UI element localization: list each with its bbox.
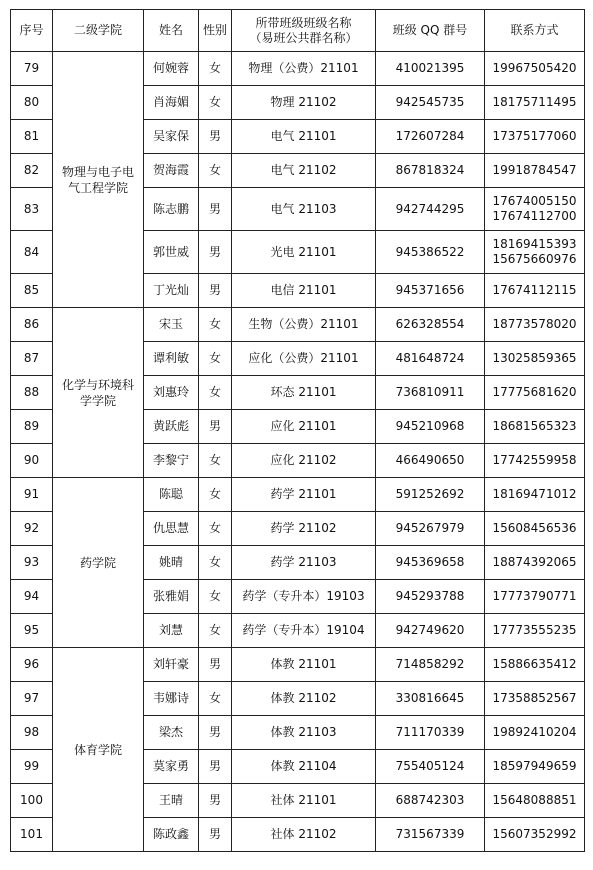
cell-qq: 945369658 (376, 546, 485, 580)
phone-number: 15608456536 (492, 521, 577, 535)
cell-gender: 女 (199, 52, 232, 86)
cell-name: 张雅娟 (144, 580, 199, 614)
cell-name: 王晴 (144, 784, 199, 818)
cell-seq: 88 (11, 376, 53, 410)
cell-qq: 945267979 (376, 512, 485, 546)
cell-gender: 男 (199, 274, 232, 308)
cell-name: 宋玉 (144, 308, 199, 342)
cell-qq: 942749620 (376, 614, 485, 648)
cell-contact (485, 512, 585, 546)
cell-qq: 688742303 (376, 784, 485, 818)
cell-seq: 92 (11, 512, 53, 546)
phone-number: 18175711495 (492, 95, 577, 109)
cell-seq: 80 (11, 86, 53, 120)
cell-contact (485, 376, 585, 410)
cell-gender: 男 (199, 648, 232, 682)
cell-qq: 736810911 (376, 376, 485, 410)
header-seq: 序号 (11, 10, 53, 52)
cell-gender: 女 (199, 376, 232, 410)
cell-class: 电信 21101 (232, 274, 376, 308)
cell-gender: 女 (199, 308, 232, 342)
cell-class: 药学（专升本）19103 (232, 580, 376, 614)
phone-number: 18597949659 (492, 759, 577, 773)
phone-number: 17773555235 (492, 623, 577, 637)
phone-number: 17358852567 (492, 691, 577, 705)
cell-class: 药学 21103 (232, 546, 376, 580)
cell-qq: 172607284 (376, 120, 485, 154)
cell-class: 应化（公费）21101 (232, 342, 376, 376)
cell-contact (485, 52, 585, 86)
cell-qq: 945293788 (376, 580, 485, 614)
cell-class: 体教 21102 (232, 682, 376, 716)
cell-seq: 83 (11, 188, 53, 231)
cell-name: 仇思慧 (144, 512, 199, 546)
cell-contact (485, 614, 585, 648)
cell-seq: 85 (11, 274, 53, 308)
phone-number: 18681565323 (492, 419, 577, 433)
cell-contact (485, 682, 585, 716)
cell-class: 物理 21102 (232, 86, 376, 120)
cell-contact (485, 154, 585, 188)
cell-college: 化学与环境科学学院 (53, 308, 144, 478)
cell-qq: 755405124 (376, 750, 485, 784)
header-class (232, 10, 376, 52)
header-contact: 联系方式 (485, 10, 585, 52)
counselor-roster-table (10, 9, 585, 852)
cell-name: 贺海霞 (144, 154, 199, 188)
phone-number: 18169471012 (492, 487, 577, 501)
cell-qq: 591252692 (376, 478, 485, 512)
cell-name: 韦娜诗 (144, 682, 199, 716)
cell-seq: 84 (11, 231, 53, 274)
cell-seq: 89 (11, 410, 53, 444)
cell-gender: 男 (199, 188, 232, 231)
phone-number: 17773790771 (492, 589, 577, 603)
cell-class: 应化 21102 (232, 444, 376, 478)
cell-seq: 87 (11, 342, 53, 376)
cell-college: 物理与电子电气工程学院 (53, 52, 144, 308)
cell-qq: 731567339 (376, 818, 485, 852)
phone-number: 13025859365 (492, 351, 577, 365)
header-gender: 性别 (199, 10, 232, 52)
cell-seq: 86 (11, 308, 53, 342)
phone-number: 19918784547 (492, 163, 577, 177)
cell-class: 药学 21102 (232, 512, 376, 546)
cell-seq: 95 (11, 614, 53, 648)
cell-seq: 99 (11, 750, 53, 784)
cell-seq: 81 (11, 120, 53, 154)
cell-seq: 100 (11, 784, 53, 818)
cell-gender: 男 (199, 410, 232, 444)
cell-name: 陈政鑫 (144, 818, 199, 852)
cell-name: 郭世威 (144, 231, 199, 274)
cell-class: 物理（公费）21101 (232, 52, 376, 86)
cell-seq: 101 (11, 818, 53, 852)
cell-class: 电气 21102 (232, 154, 376, 188)
cell-qq: 481648724 (376, 342, 485, 376)
cell-gender: 女 (199, 154, 232, 188)
cell-gender: 女 (199, 478, 232, 512)
cell-contact (485, 342, 585, 376)
table-row (11, 648, 585, 682)
cell-contact (485, 120, 585, 154)
cell-class: 生物（公费）21101 (232, 308, 376, 342)
phone-number: 19892410204 (492, 725, 577, 739)
header-qq: 班级 QQ 群号 (376, 10, 485, 52)
cell-seq: 82 (11, 154, 53, 188)
cell-qq: 626328554 (376, 308, 485, 342)
phone-number: 18773578020 (492, 317, 577, 331)
cell-gender: 女 (199, 512, 232, 546)
cell-contact (485, 274, 585, 308)
cell-contact (485, 231, 585, 274)
phone-number: 17775681620 (492, 385, 577, 399)
header-row (11, 10, 585, 52)
cell-class: 药学（专升本）19104 (232, 614, 376, 648)
cell-class: 环态 21101 (232, 376, 376, 410)
phone-number: 15648088851 (492, 793, 577, 807)
header-college: 二级学院 (53, 10, 144, 52)
table-row (11, 308, 585, 342)
cell-contact (485, 580, 585, 614)
cell-contact (485, 716, 585, 750)
cell-class: 社体 21101 (232, 784, 376, 818)
cell-college: 体育学院 (53, 648, 144, 852)
cell-contact (485, 648, 585, 682)
cell-class: 体教 21103 (232, 716, 376, 750)
cell-gender: 女 (199, 546, 232, 580)
cell-qq: 867818324 (376, 154, 485, 188)
cell-gender: 男 (199, 750, 232, 784)
cell-contact (485, 750, 585, 784)
cell-name: 莫家勇 (144, 750, 199, 784)
phone-number: 17674112700 (492, 209, 577, 223)
phone-number: 15886635412 (492, 657, 577, 671)
cell-name: 丁光灿 (144, 274, 199, 308)
cell-class: 电气 21101 (232, 120, 376, 154)
cell-contact (485, 188, 585, 231)
cell-qq: 330816645 (376, 682, 485, 716)
cell-name: 吴家保 (144, 120, 199, 154)
cell-gender: 女 (199, 682, 232, 716)
cell-qq: 945386522 (376, 231, 485, 274)
phone-number: 18169415393 (492, 237, 577, 251)
cell-name: 谭利敏 (144, 342, 199, 376)
cell-name: 何婉蓉 (144, 52, 199, 86)
cell-class: 应化 21101 (232, 410, 376, 444)
cell-gender: 女 (199, 342, 232, 376)
cell-class: 电气 21103 (232, 188, 376, 231)
cell-qq: 942744295 (376, 188, 485, 231)
phone-number: 19967505420 (492, 61, 577, 75)
header-name: 姓名 (144, 10, 199, 52)
header-class-line1: 所带班级班级名称 (255, 15, 352, 30)
cell-qq: 714858292 (376, 648, 485, 682)
cell-gender: 女 (199, 614, 232, 648)
phone-number: 17674005150 (492, 194, 577, 208)
cell-class: 社体 21102 (232, 818, 376, 852)
phone-number: 17674112115 (492, 283, 577, 297)
table-row (11, 52, 585, 86)
cell-name: 刘慧 (144, 614, 199, 648)
phone-number: 15675660976 (492, 252, 577, 266)
header-class-line2: （易班公共群名称） (249, 30, 358, 45)
cell-name: 刘轩豪 (144, 648, 199, 682)
cell-contact (485, 546, 585, 580)
cell-class: 药学 21101 (232, 478, 376, 512)
cell-qq: 711170339 (376, 716, 485, 750)
cell-gender: 男 (199, 716, 232, 750)
cell-seq: 79 (11, 52, 53, 86)
cell-contact (485, 86, 585, 120)
roster-body (11, 52, 585, 852)
cell-gender: 男 (199, 784, 232, 818)
cell-seq: 98 (11, 716, 53, 750)
phone-number: 17742559958 (492, 453, 577, 467)
cell-class: 光电 21101 (232, 231, 376, 274)
cell-seq: 90 (11, 444, 53, 478)
phone-number: 18874392065 (492, 555, 577, 569)
cell-seq: 93 (11, 546, 53, 580)
cell-qq: 466490650 (376, 444, 485, 478)
cell-gender: 女 (199, 86, 232, 120)
cell-class: 体教 21104 (232, 750, 376, 784)
phone-number: 15607352992 (492, 827, 577, 841)
cell-name: 李黎宁 (144, 444, 199, 478)
cell-contact (485, 478, 585, 512)
cell-qq: 942545735 (376, 86, 485, 120)
cell-name: 陈志鹏 (144, 188, 199, 231)
cell-seq: 91 (11, 478, 53, 512)
cell-gender: 男 (199, 818, 232, 852)
cell-seq: 96 (11, 648, 53, 682)
cell-name: 梁杰 (144, 716, 199, 750)
cell-name: 刘惠玲 (144, 376, 199, 410)
cell-qq: 410021395 (376, 52, 485, 86)
cell-name: 陈聪 (144, 478, 199, 512)
cell-qq: 945371656 (376, 274, 485, 308)
cell-name: 黄跃彪 (144, 410, 199, 444)
cell-qq: 945210968 (376, 410, 485, 444)
table-row (11, 478, 585, 512)
cell-class: 体教 21101 (232, 648, 376, 682)
cell-contact (485, 444, 585, 478)
cell-contact (485, 410, 585, 444)
cell-contact (485, 308, 585, 342)
phone-number: 17375177060 (492, 129, 577, 143)
cell-seq: 97 (11, 682, 53, 716)
cell-contact (485, 784, 585, 818)
cell-seq: 94 (11, 580, 53, 614)
cell-gender: 女 (199, 580, 232, 614)
cell-college: 药学院 (53, 478, 144, 648)
cell-gender: 女 (199, 444, 232, 478)
cell-contact (485, 818, 585, 852)
cell-name: 姚晴 (144, 546, 199, 580)
cell-gender: 男 (199, 120, 232, 154)
cell-name: 肖海媚 (144, 86, 199, 120)
cell-gender: 男 (199, 231, 232, 274)
